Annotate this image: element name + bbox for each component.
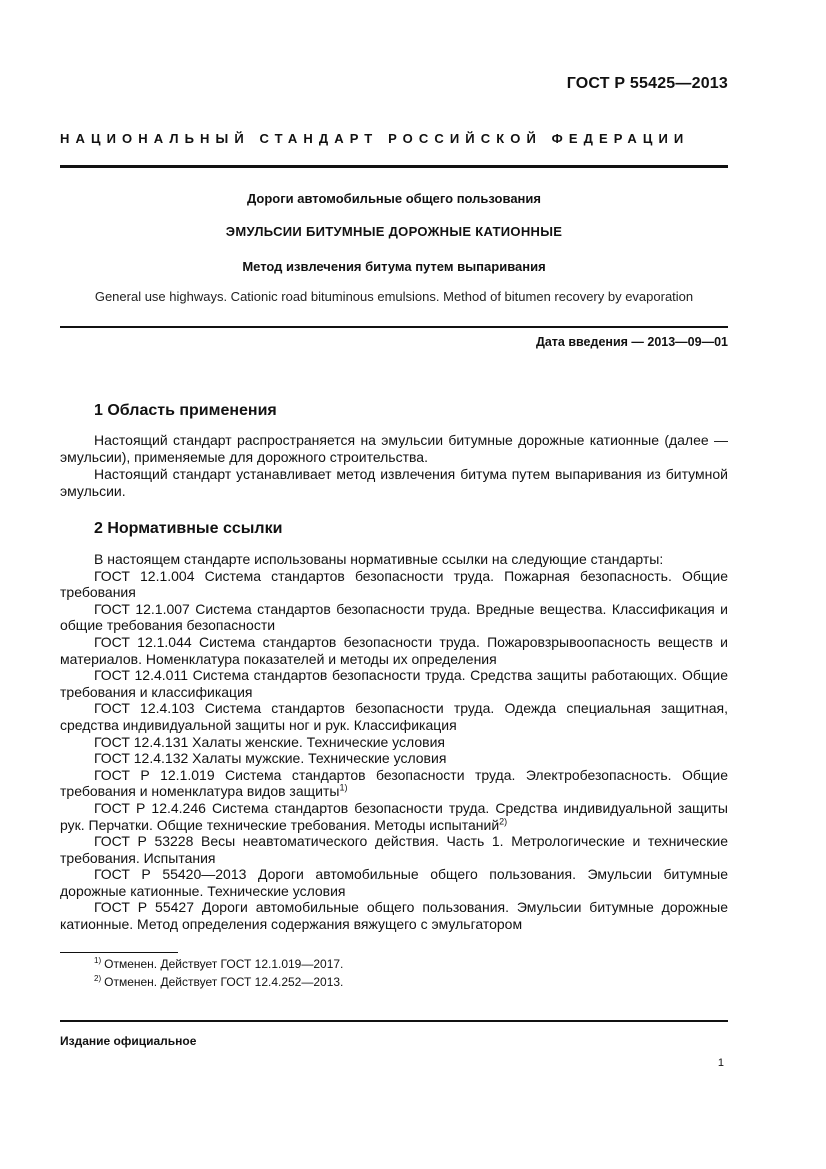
reference-item: ГОСТ 12.4.131 Халаты женские. Технические условия <box>94 733 445 750</box>
footnote-mark: 1) <box>339 782 348 793</box>
title-line-1: Дороги автомобильные общего пользования <box>247 191 541 206</box>
reference-item: ГОСТ 12.4.011 Система стандартов безопасности труда. Средства защиты работающих. Общие требования и классификация <box>60 667 728 700</box>
footer-divider <box>60 1020 728 1022</box>
footnote-text: Отменен. Действует ГОСТ 12.4.252—2013. <box>104 975 344 989</box>
footnote-divider <box>60 952 178 953</box>
reference-item <box>60 800 728 833</box>
footnote-mark: 2) <box>499 815 508 826</box>
footnote-2 <box>94 975 343 989</box>
reference-item: ГОСТ 12.1.004 Система стандартов безопасности труда. Пожарная безопасность. Общие требования <box>60 567 728 601</box>
header-divider <box>60 165 728 168</box>
footnote-text: Отменен. Действует ГОСТ 12.1.019—2017. <box>104 957 344 971</box>
reference-item: ГОСТ Р 55427 Дороги автомобильные общего пользования. Эмульсии битумные дорожные катионные. Метод определения содержания вяжущего с эмульгатором <box>60 899 728 933</box>
footnote-1 <box>94 957 343 971</box>
section-1-paragraph: Настоящий стандарт устанавливает метод извлечения битума путем выпаривания из битумной эмульсии. <box>60 466 728 499</box>
reference-item: ГОСТ Р 53228 Весы неавтоматического действия. Часть 1. Метрологические и технические требования. Испытания <box>60 833 728 866</box>
title-line-3: Метод извлечения битума путем выпаривания <box>242 259 546 274</box>
reference-text: ГОСТ Р 12.4.246 Система стандартов безопасности труда. Средства индивидуальной защиты рук. Перчатки. Общие технические требования. Методы испытаний <box>60 799 728 833</box>
normative-references <box>60 551 728 933</box>
title-divider <box>60 326 728 328</box>
reference-item: ГОСТ 12.1.044 Система стандартов безопасности труда. Пожаровзрывоопасность веществ и материалов. Номенклатура показателей и методы их определения <box>60 633 728 667</box>
reference-item: ГОСТ 12.4.132 Халаты мужские. Технические условия <box>94 750 447 767</box>
title-line-2: ЭМУЛЬСИИ БИТУМНЫЕ ДОРОЖНЫЕ КАТИОННЫЕ <box>225 224 563 239</box>
english-title: General use highways. Cationic road bituminous emulsions. Method of bitumen recovery by evaporation <box>94 289 694 304</box>
introduction-date: Дата введения — 2013—09—01 <box>535 335 728 349</box>
reference-text: ГОСТ Р 12.1.019 Система стандартов безопасности труда. Электробезопасность. Общие требования и номенклатура видов защиты <box>60 766 728 800</box>
reference-item: ГОСТ 12.4.103 Система стандартов безопасности труда. Одежда специальная защитная, средства индивидуальной защиты ног и рук. Классификация <box>60 700 728 733</box>
edition-label: Издание официальное <box>60 1034 197 1048</box>
footnote-mark: 1) <box>94 956 102 965</box>
reference-item: ГОСТ Р 55420—2013 Дороги автомобильные общего пользования. Эмульсии битумные дорожные катионные. Технические условия <box>60 866 728 899</box>
footnote-mark: 2) <box>94 974 102 983</box>
section-1-heading: 1 Область применения <box>94 402 277 419</box>
document-number: ГОСТ Р 55425—2013 <box>566 75 728 92</box>
page-number: 1 <box>717 1057 724 1069</box>
section-1-paragraph: Настоящий стандарт распространяется на эмульсии битумные дорожные катионные (далее — эмульсии), применяемые для дорожного строительства. <box>60 432 728 465</box>
section-2-heading: 2 Нормативные ссылки <box>94 520 283 537</box>
references-intro: В настоящем стандарте использованы нормативные ссылки на следующие стандарты: <box>94 551 664 567</box>
national-standard-title: НАЦИОНАЛЬНЫЙ СТАНДАРТ РОССИЙСКОЙ ФЕДЕРАЦИИ <box>60 131 690 146</box>
reference-item <box>60 767 728 800</box>
reference-item: ГОСТ 12.1.007 Система стандартов безопасности труда. Вредные вещества. Классификация и общие требования безопасности <box>60 600 728 634</box>
